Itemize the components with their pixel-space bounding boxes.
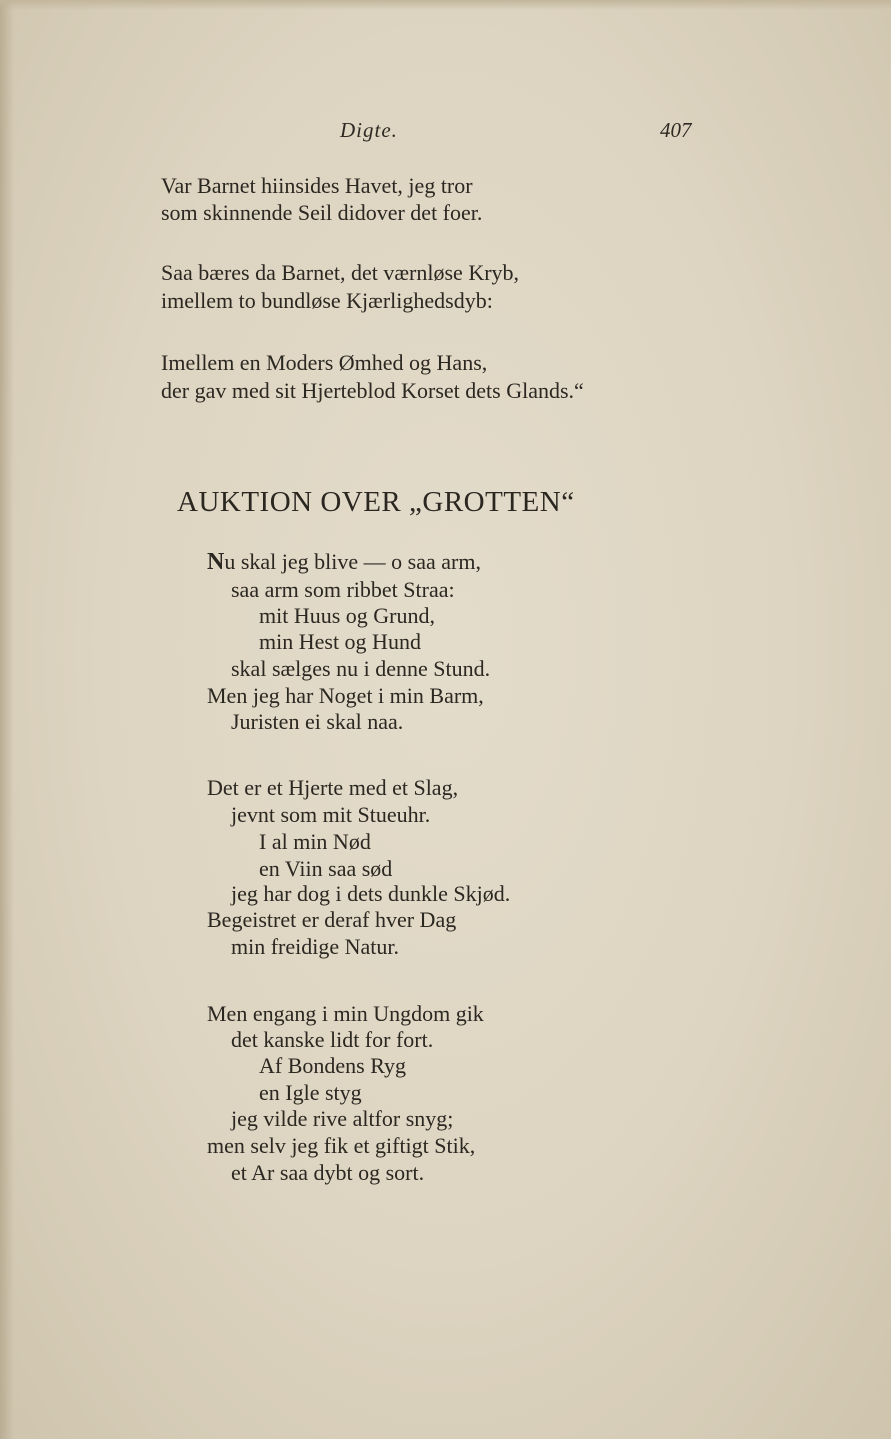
page-number: 407	[660, 118, 692, 142]
stanza-line: skal sælges nu i denne Stund.	[231, 656, 491, 681]
stanza-line-text: u skal jeg blive — o saa arm,	[224, 549, 481, 574]
stanza-line: Af Bondens Ryg	[259, 1053, 407, 1078]
intro-line: Imellem en Moders Ømhed og Hans,	[161, 350, 488, 375]
stanza-line: men selv jeg fik et giftigt Stik,	[207, 1133, 476, 1158]
intro-line: Var Barnet hiinsides Havet, jeg tror	[161, 173, 473, 198]
poem-title: AUKTION OVER „GROTTEN“	[177, 486, 575, 518]
stanza-line	[207, 549, 481, 575]
stanza-line: jevnt som mit Stueuhr.	[231, 802, 431, 827]
page-top-shadow	[0, 0, 891, 10]
stanza-line: Men engang i min Ungdom gik	[207, 1001, 484, 1026]
stanza-line: en Igle styg	[259, 1080, 362, 1105]
stanza-line: Juristen ei skal naa.	[231, 709, 404, 734]
stanza-line: min freidige Natur.	[231, 934, 400, 959]
stanza-line: saa arm som ribbet Straa:	[231, 577, 455, 602]
intro-line: som skinnende Seil didover det foer.	[161, 200, 483, 225]
stanza-line: jeg har dog i dets dunkle Skjød.	[231, 881, 511, 906]
stanza-line: Men jeg har Noget i min Barm,	[207, 683, 484, 708]
stanza-line: min Hest og Hund	[259, 629, 421, 654]
running-header: Digte.	[340, 118, 398, 142]
stanza-line: mit Huus og Grund,	[259, 603, 435, 628]
intro-line: der gav med sit Hjerteblod Korset dets Glands.“	[161, 378, 584, 403]
intro-line: imellem to bundløse Kjærlighedsdyb:	[161, 288, 493, 313]
stanza-line: Begeistret er deraf hver Dag	[207, 907, 457, 932]
stanza-line: et Ar saa dybt og sort.	[231, 1160, 425, 1185]
stanza-line: det kanske lidt for fort.	[231, 1027, 434, 1052]
stanza-line: jeg vilde rive altfor snyg;	[231, 1106, 454, 1131]
stanza-line: Det er et Hjerte med et Slag,	[207, 775, 459, 800]
intro-line: Saa bæres da Barnet, det værnløse Kryb,	[161, 260, 520, 285]
stanza-line: I al min Nød	[259, 829, 371, 854]
stanza-line: en Viin saa sød	[259, 856, 393, 881]
drop-cap: N	[207, 549, 225, 575]
page-edge-shadow	[0, 0, 14, 1439]
